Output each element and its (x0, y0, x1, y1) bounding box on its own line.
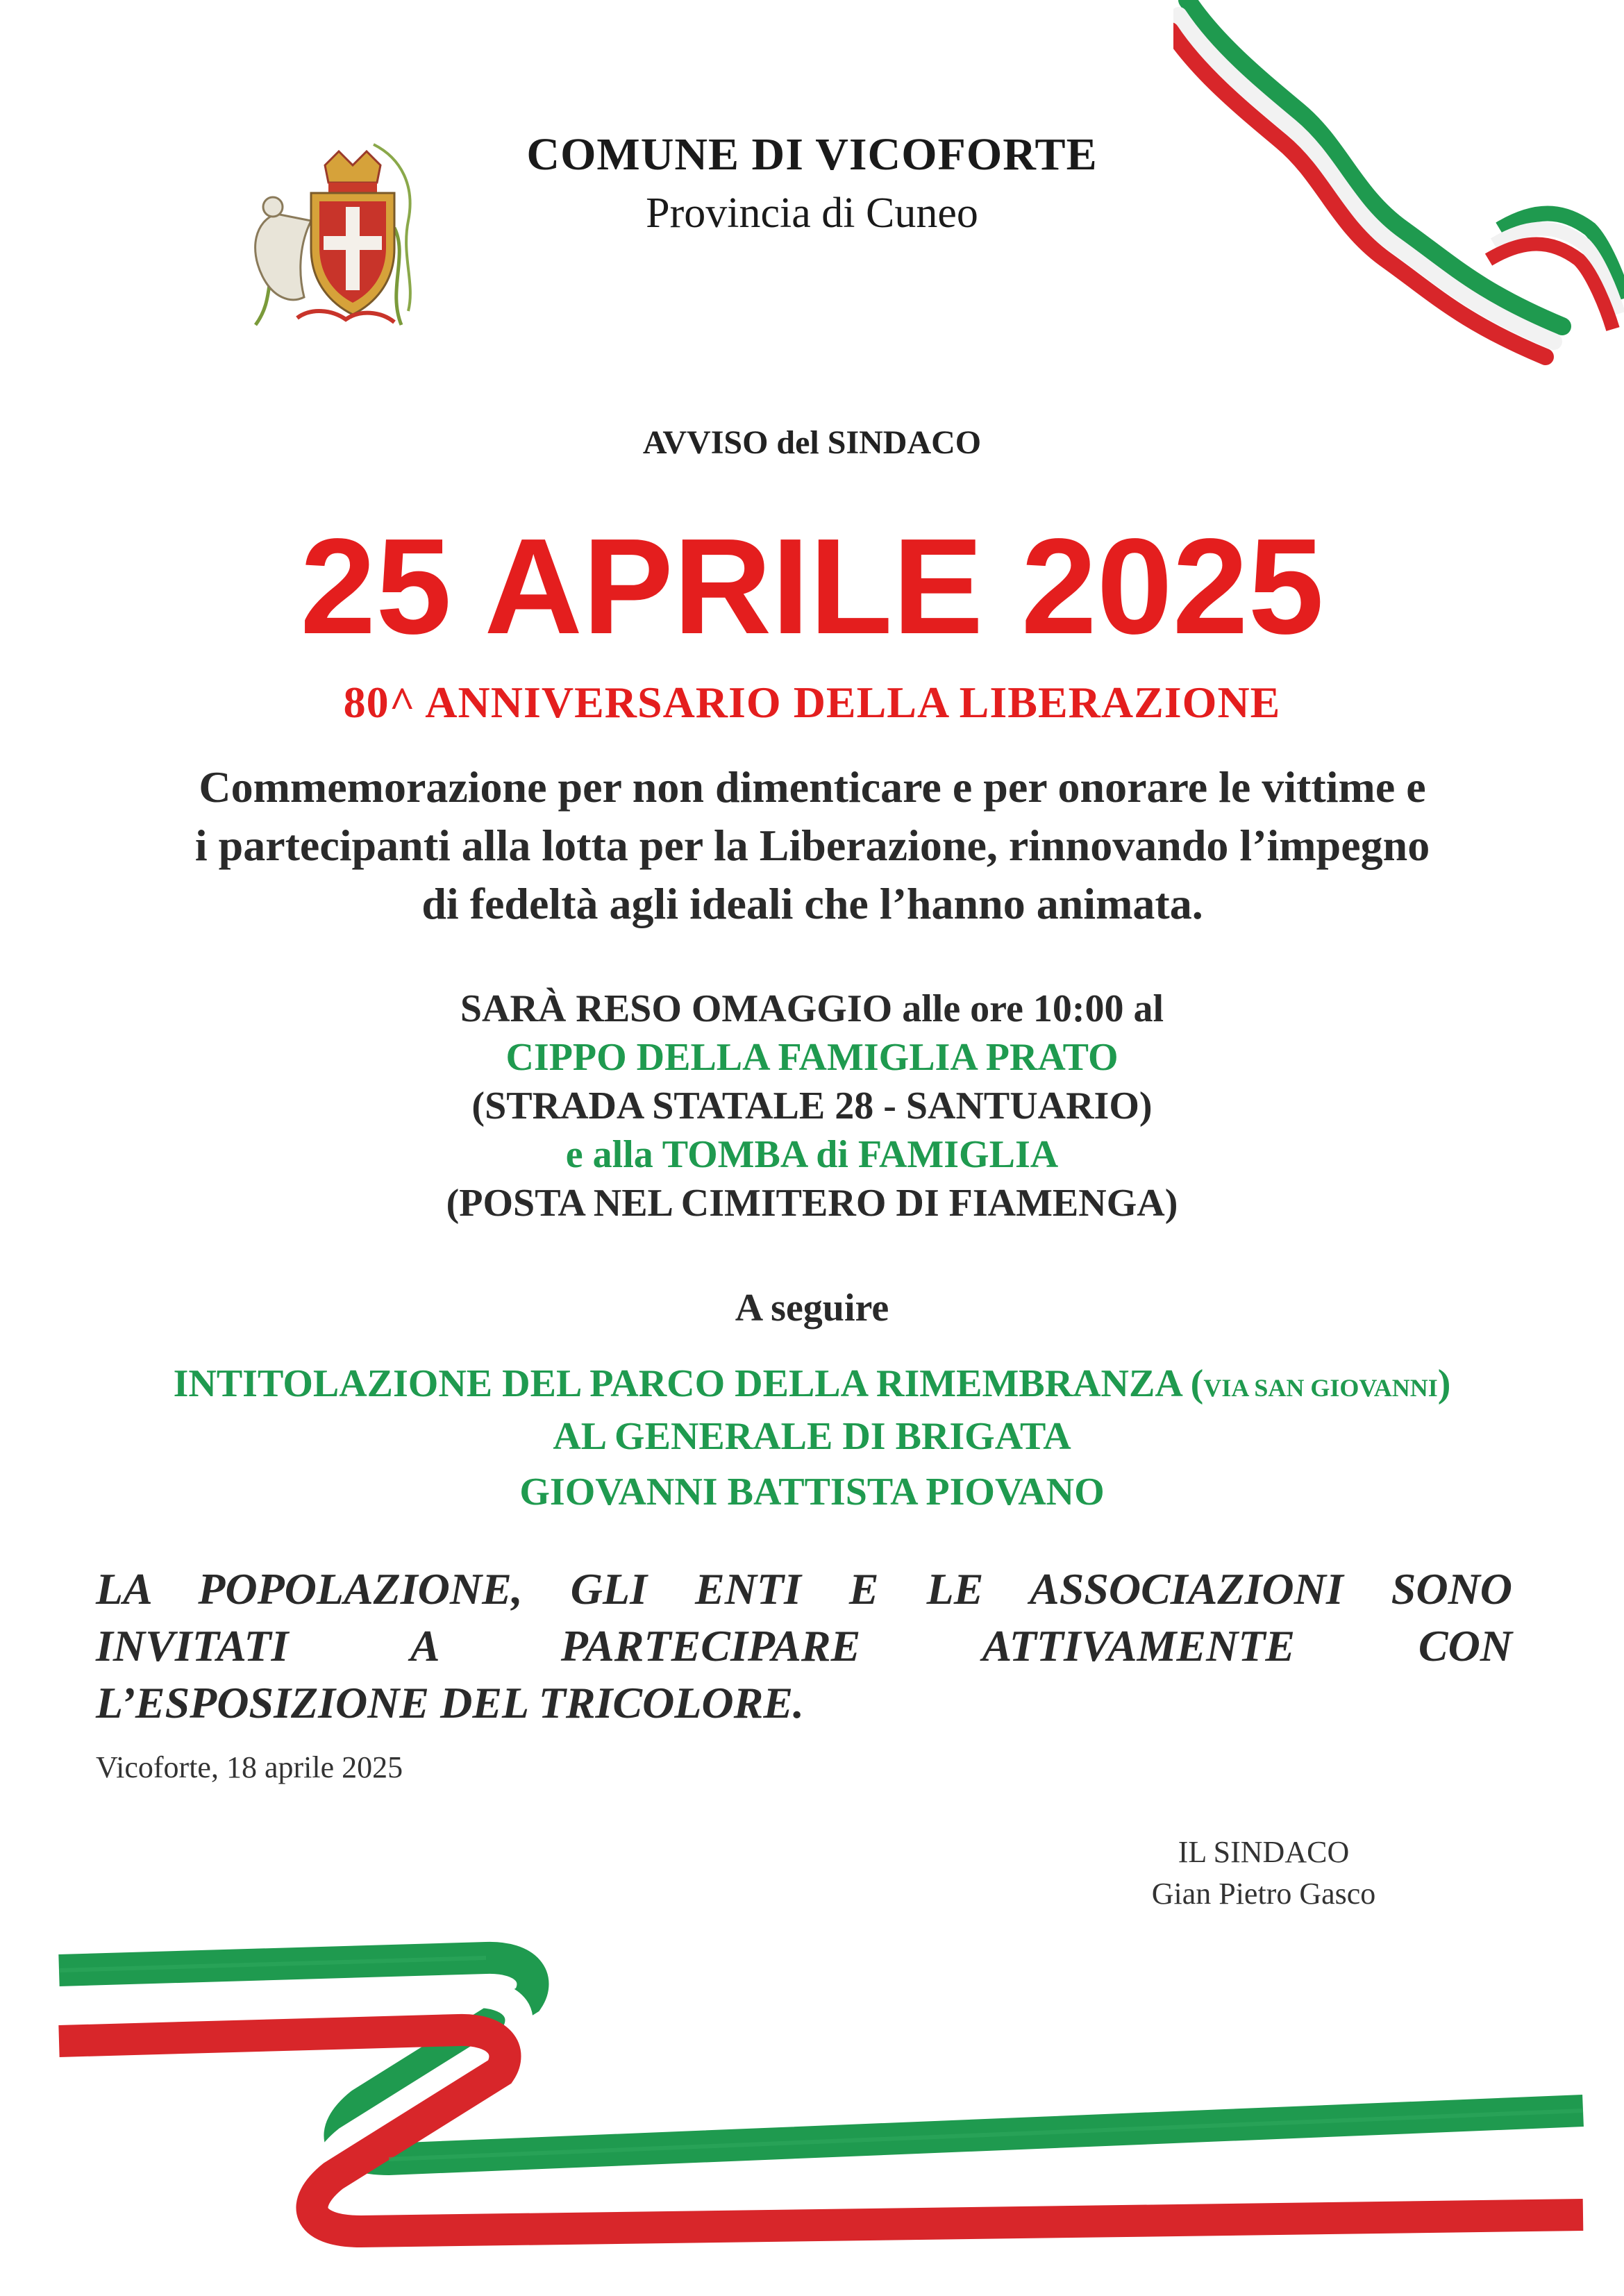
municipality-title: COMUNE DI VICOFORTE (526, 129, 1098, 180)
dedication-line-2: AL GENERALE DI BRIGATA (553, 1415, 1071, 1458)
dedication-street: VIA SAN GIOVANNI (1203, 1374, 1438, 1402)
dedication-close-paren: ) (1437, 1362, 1451, 1405)
following-label: A seguire (735, 1287, 889, 1330)
tribute-place-2-line (0, 1130, 1624, 1179)
signature-title: IL SINDACO (1178, 1835, 1350, 1869)
intro-line: Commemorazione per non dimenticare e per onorare le vittime e (199, 762, 1426, 812)
dedication-line-1 (0, 1359, 1624, 1412)
invitation-line: LA POPOLAZIONE, GLI ENTI E LE ASSOCIAZIONI SONO (96, 1564, 1512, 1614)
signature-name: Gian Pietro Gasco (1151, 1877, 1376, 1911)
tribute-place-1-detail: (STRADA STATALE 28 - SANTUARIO) (471, 1084, 1153, 1128)
tribute-block (0, 984, 1624, 1227)
tricolor-ribbon-top (1173, 0, 1624, 375)
tribute-place-1: CIPPO DELLA FAMIGLIA PRATO (505, 1036, 1119, 1079)
tribute-place-2: TOMBA di FAMIGLIA (662, 1133, 1059, 1176)
dedication-line-3: GIOVANNI BATTISTA PIOVANO (519, 1470, 1105, 1514)
tribute-place-2-detail: (POSTA NEL CIMITERO DI FIAMENGA) (446, 1182, 1178, 1225)
dedication-park: INTITOLAZIONE DEL PARCO DELLA RIMEMBRANZA ( (173, 1362, 1204, 1405)
invitation-paragraph (96, 1561, 1512, 1732)
intro-paragraph (104, 758, 1521, 933)
signature-block (1083, 1832, 1444, 1915)
headline-date: 25 APRILE 2025 (300, 510, 1324, 662)
province-subtitle: Provincia di Cuneo (646, 190, 978, 237)
invitation-line: L’ESPOSIZIONE DEL TRICOLORE. (96, 1678, 804, 1727)
intro-line: di fedeltà agli ideali che l’hanno animata. (421, 879, 1203, 928)
dedication-block (0, 1359, 1624, 1516)
invitation-line: INVITATI A PARTECIPARE ATTIVAMENTE CON (96, 1621, 1512, 1670)
tribute-intro: SARÀ RESO OMAGGIO alle ore 10:00 al (460, 987, 1164, 1030)
date-place: Vicoforte, 18 aprile 2025 (96, 1750, 403, 1784)
headline-subtitle: 80^ ANNIVERSARIO DELLA LIBERAZIONE (343, 678, 1281, 727)
intro-line: i partecipanti alla lotta per la Liberazione, rinnovando l’impegno (194, 821, 1430, 870)
tribute-place-2-prefix: e alla (565, 1133, 662, 1176)
tricolor-ribbon-bottom (0, 1930, 1624, 2296)
notice-label: AVVISO del SINDACO (642, 424, 982, 461)
